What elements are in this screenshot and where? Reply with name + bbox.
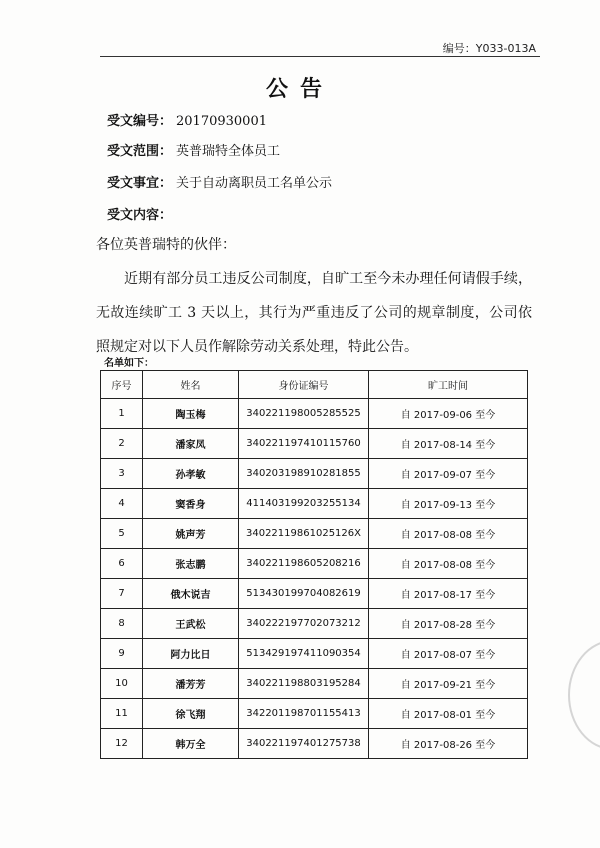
row-absence-time: 自 2017-09-06 至今 bbox=[369, 399, 528, 429]
row-id-number: 340221197401275738 bbox=[239, 729, 369, 759]
row-name: 韩万全 bbox=[143, 729, 239, 759]
row-index: 9 bbox=[101, 639, 143, 669]
row-absence-time: 自 2017-08-01 至今 bbox=[369, 699, 528, 729]
table-header-row bbox=[101, 371, 528, 399]
row-absence-time: 自 2017-09-13 至今 bbox=[369, 489, 528, 519]
row-absence-time: 自 2017-08-07 至今 bbox=[369, 639, 528, 669]
list-label: 名单如下： bbox=[104, 358, 154, 369]
table-row bbox=[101, 429, 528, 459]
meta-content-row bbox=[107, 204, 172, 223]
row-index: 4 bbox=[101, 489, 143, 519]
row-name: 潘家凤 bbox=[143, 429, 239, 459]
page-title: 公告 bbox=[265, 77, 334, 102]
table-row bbox=[101, 729, 528, 759]
meta-scope-row bbox=[107, 140, 280, 159]
row-index: 1 bbox=[101, 399, 143, 429]
row-name: 陶玉梅 bbox=[143, 399, 239, 429]
meta-subject-row bbox=[107, 172, 332, 191]
row-id-number: 340221198803195284 bbox=[239, 669, 369, 699]
meta-number-label: 受文编号： bbox=[107, 114, 173, 129]
row-name: 潘芳芳 bbox=[143, 669, 239, 699]
row-absence-time: 自 2017-08-08 至今 bbox=[369, 549, 528, 579]
table-row bbox=[101, 579, 528, 609]
row-name: 张志鹏 bbox=[143, 549, 239, 579]
row-index: 11 bbox=[101, 699, 143, 729]
table-row bbox=[101, 699, 528, 729]
row-absence-time: 自 2017-08-17 至今 bbox=[369, 579, 528, 609]
meta-scope-value: 英普瑞特全体员工 bbox=[176, 144, 281, 159]
row-index: 6 bbox=[101, 549, 143, 579]
row-id-number: 513429197411090354 bbox=[239, 639, 369, 669]
table-row bbox=[101, 459, 528, 489]
row-index: 12 bbox=[101, 729, 143, 759]
row-absence-time: 自 2017-09-21 至今 bbox=[369, 669, 528, 699]
table-row bbox=[101, 519, 528, 549]
row-id-number: 340221198005285525 bbox=[239, 399, 369, 429]
row-name: 徐飞翔 bbox=[143, 699, 239, 729]
greeting: 各位英普瑞特的伙伴： bbox=[96, 237, 236, 253]
row-name: 俄木说吉 bbox=[143, 579, 239, 609]
row-index: 3 bbox=[101, 459, 143, 489]
table-row bbox=[101, 399, 528, 429]
row-id-number: 513430199704082619 bbox=[239, 579, 369, 609]
row-id-number: 340221198605208216 bbox=[239, 549, 369, 579]
header-id-number: 身份证编号 bbox=[239, 371, 369, 399]
row-index: 2 bbox=[101, 429, 143, 459]
header-rule bbox=[100, 56, 540, 57]
meta-number-value: 20170930001 bbox=[176, 114, 267, 129]
row-index: 7 bbox=[101, 579, 143, 609]
row-id-number: 340222197702073212 bbox=[239, 609, 369, 639]
row-id-number: 34022119861025126X bbox=[239, 519, 369, 549]
row-absence-time: 自 2017-08-14 至今 bbox=[369, 429, 528, 459]
row-absence-time: 自 2017-08-08 至今 bbox=[369, 519, 528, 549]
row-name: 窦香身 bbox=[143, 489, 239, 519]
meta-subject-label: 受文事宜： bbox=[107, 176, 173, 191]
row-id-number: 342201198701155413 bbox=[239, 699, 369, 729]
employee-table bbox=[100, 370, 528, 759]
row-absence-time: 自 2017-08-26 至今 bbox=[369, 729, 528, 759]
meta-number-row bbox=[107, 110, 267, 129]
partial-seal-stamp bbox=[568, 640, 600, 750]
row-id-number: 340203198910281855 bbox=[239, 459, 369, 489]
row-index: 5 bbox=[101, 519, 143, 549]
meta-content-label: 受文内容： bbox=[107, 208, 173, 223]
header-absence-time: 旷工时间 bbox=[369, 371, 528, 399]
row-name: 王武松 bbox=[143, 609, 239, 639]
meta-scope-label: 受文范围： bbox=[107, 144, 173, 159]
row-absence-time: 自 2017-08-28 至今 bbox=[369, 609, 528, 639]
notice-paragraph: 近期有部分员工违反公司制度，自旷工至今未办理任何请假手续，无故连续旷工 3 天以上，其行为严重违反了公司的规章制度，公司依照规定对以下人员作解除劳动关系处理，特此公告。 bbox=[96, 271, 532, 355]
row-absence-time: 自 2017-09-07 至今 bbox=[369, 459, 528, 489]
header-name: 姓名 bbox=[143, 371, 239, 399]
row-name: 孙孝敏 bbox=[143, 459, 239, 489]
row-index: 10 bbox=[101, 669, 143, 699]
table-row bbox=[101, 669, 528, 699]
table-row bbox=[101, 489, 528, 519]
table-row bbox=[101, 609, 528, 639]
header-index: 序号 bbox=[101, 371, 143, 399]
row-name: 姚声芳 bbox=[143, 519, 239, 549]
table-row bbox=[101, 549, 528, 579]
table-row bbox=[101, 639, 528, 669]
row-id-number: 411403199203255134 bbox=[239, 489, 369, 519]
row-index: 8 bbox=[101, 609, 143, 639]
meta-subject-value: 关于自动离职员工名单公示 bbox=[176, 176, 333, 191]
document-code: 编号：Y033-013A bbox=[442, 42, 536, 55]
row-name: 阿力比日 bbox=[143, 639, 239, 669]
row-id-number: 340221197410115760 bbox=[239, 429, 369, 459]
